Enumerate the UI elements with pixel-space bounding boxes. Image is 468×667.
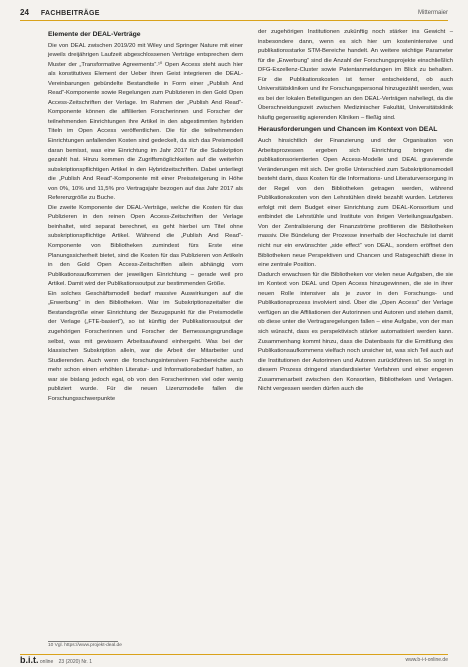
journal-url: www.b-i-t-online.de	[405, 657, 448, 663]
right-column	[258, 28, 453, 395]
running-footer	[20, 654, 448, 665]
journal-logo: b.i.t.	[20, 655, 39, 665]
section-title: FACHBEITRÄGE	[40, 10, 100, 17]
left-paragraph: Die von DEAL zwischen 2019/20 mit Wiley und Springer Nature mit einer jeweils dreijährigen Laufzeit abgeschlossenen Verträge entsprechen dem Muster der „Transformative Agreements“.¹⁰ Open Access steht auch hier als konstitutives Element der Ueber ihren Geist integrieren die DEAL-Vereinbarungen gebündelte Bestandteile in Form einer „Publish And Read“-Komponente sowie Regelungen zum Publizieren in den Gold Open Access-Zeitschriften der Verlage. Im Rahmen der „Publish And Read“-Komponente können die affiliierten Forscherinnen und Forscher der teilnehmenden Einrichtungen ihre Artikel in den abgestimmten hybriden Titeln im Open Access veröffentlichen. Die für die teilnehmenden Einrichtungen anfallenden Kosten sind gedeckelt, da sich das Preismodell daran bemisst, was eine Einrichtung im Jahr 2017 für die Subskription gezahlt hat. Hinzu kommen die Zugriffsmöglichkeiten auf die weiterhin subskriptionspflichtigen Artikel in den Hybridzeitschriften. Dabei unterliegt die „Publish And Read“-Komponente mit einer Preissteigerung in Höhe von 0%, 10% und 11,5% pro Vertragsjahr bezogen auf das Jahr 2017 als Referenzgröße zu Buche.	[48, 42, 243, 202]
footnote-divider	[48, 641, 118, 642]
left-paragraph: Die zweite Komponente der DEAL-Verträge, welche die Kosten für das Publizieren in den reinen Open Access-Zeitschriften der Verlage beinhaltet, wird separat berechnet, es geht hierbei um Titel ohne subskriptionspflichtige Artikel. Während die „Publish And Read“-Komponente von Bibliotheken zumindest fürs Erste eine Planungssicherheit bietet, sind die Kosten für das Publizieren von Artikeln in den Gold Open Access-Zeitschriften allein abhängig vom Publikationsaufkommen der jeweiligen Einrichtung – gerade weil pro Artikel. Damit wird der Publikationsoutput zur bestimmenden Größe.	[48, 204, 243, 288]
issue-info: 23 (2020) Nr. 1	[58, 659, 92, 665]
page-number: 24	[20, 8, 29, 17]
right-heading: Herausforderungen und Chancen im Kontext von DEAL	[258, 126, 438, 134]
right-paragraph: Dadurch erwachsen für die Bibliotheken vor vielen neue Aufgaben, die sie im Kontext von DEAL und Open Access hinzugewinnen, die sie in ihrer neuen Rolle intensiver als je zuvor in den Forschungs- und Publikationsprozess involviert sind. Über die „Open Access“ der Verlage verfügen an die Affiliationen der Autorinnen und Autoren und stehen damit, ob diese unter die Vertragsregelungen fallen – eine Aufgabe, von der man sich wünscht, dass es perspektivisch stärker automatisiert werden kann. Zusammenhang kommt hinzu, dass die Datenbasis für die Ermittlung des Publikationsaufkommens vielfach noch unsicher ist, was sich Teil auch auf die Institutionen der Autorinnen und Autoren zurückführen ist. So sorgt in diesem Prozess dringend standardisierter Verfahren und einer engeren Zusammenarbeit zwischen den Konsortien, Bibliotheken und Verlagen. Nicht vergessen werden dürfen auch die	[258, 271, 453, 393]
left-heading: Elemente der DEAL-Verträge	[48, 31, 141, 38]
left-paragraph: Ein solches Geschäftsmodell bedarf massive Auswirkungen auf die „Erwerbung“ in den Bibliotheken. War im Subskriptionszeitalter die Bestandsgröße einer Einrichtung der Bezugspunkt für die Preismodelle der Verlage („FTE-basiert“), so ist künftig der Publikationsoutput der zugehörigen Forscherinnen und Forscher der Bemessungsgrundlage selbst, was mit gewissem Arbeitsaufwand einhergeht. Was bei der klassischen Subskription allein, war die Arbeit der Mitarbeiter und Studierenden. Auch wenn die forschungsintensiven Fachbereiche auch mehr schon einen erhöhten Literatur- und Informationsbedarf hatten, so war sie bislang jedoch egal, ob von den Forscherinnen viel oder wenig publiziert wurde. Für die neuen Lizenzmodelle fallen die Forschungsschwerpunkte	[48, 290, 243, 402]
author-kicker: Mittermaier	[417, 10, 448, 16]
right-paragraph: Auch hinsichtlich der Finanzierung und der Organisation von Arbeitsprozessen ergeben sich Einrichtung bringen die publikationsorientierten Open Access-Modelle und DEAL gravierende Veränderungen mit sich. Der große Unterschied zum Subskriptionsmodell besteht darin, dass Kosten für die Informations- und Literaturversorgung in der Regel von den Bibliotheken getragen werden, während Publikationskosten von den Lehrstühlen direkt bezahlt wurden. Letzteres erfolgt mit dem Budget einer Einrichtung zum DEAL-Konsortium und entbindet die Lehrstühle und Institute von ihrigen Verteilungsaufgaben. Von der Zentralisierung der Finanzströme profitieren die Bibliotheken massiv. Die Bündelung der Prozesse innerhalb der Hochschule ist damit nicht nur ein erwünschter „side effect“ von DEAL, sondern eröffnet den Bibliotheken neue Perspektiven und Chancen und Ratsgeschäft diese in eine zentrale Position.	[258, 138, 453, 269]
journal-logo-suffix: online	[39, 659, 54, 665]
right-paragraph: der zugehörigen Institutionen zukünftig noch stärker ins Gewicht – insbesondere dann, wenn es sich hier um kostenintensive und publikationsstarke STM-Bereiche handelt. An weitere wichtige Parameter für die „Erwerbung“ sind die Anzahl der Forschungsprojekte einschließlich DFG-Exzellenz-Cluster sowie Patentanmeldungen im Blick zu behalten. Für die Publikationskosten ist ferner entscheidend, ob auch Universitätskliniken und ihr Forschungspersonal hinzugezählt werden, was es bei der lokalen Beteiligungen an den DEAL-Verträgen naheliegt, da die Überschneidungszeit zwischen Medizinischer Fakultät, Universitätsklinik häufig gegenseitig agierenden Kliniken – fließig sind.	[258, 29, 453, 121]
running-header	[20, 6, 448, 21]
left-column	[48, 28, 243, 404]
footnote: 10 Vgl. https://www.projekt-deal.de	[48, 643, 122, 648]
